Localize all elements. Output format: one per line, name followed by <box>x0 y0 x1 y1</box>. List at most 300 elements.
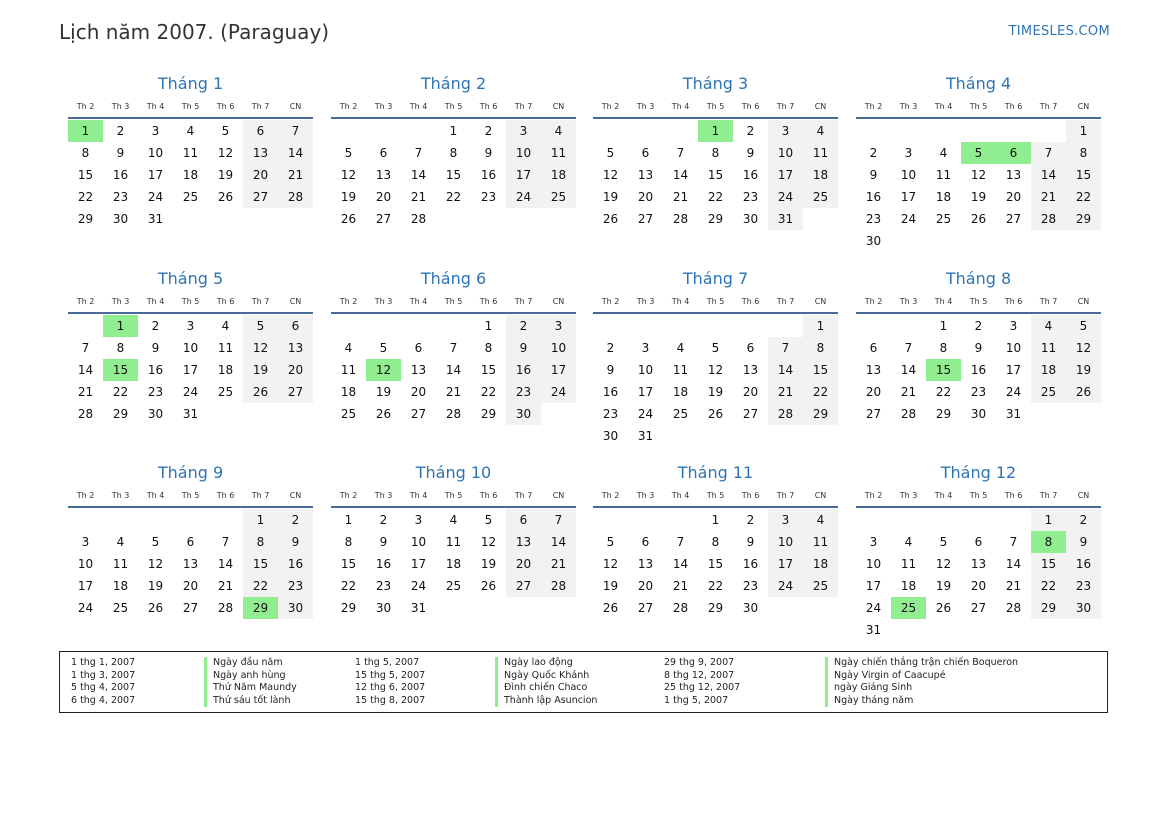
day-cell[interactable]: 24 <box>147 190 164 204</box>
day-cell[interactable]: 19 <box>340 190 357 204</box>
day-cell[interactable]: 8 <box>116 341 125 355</box>
day-cell[interactable]: 22 <box>803 381 838 403</box>
day-cell[interactable]: 4 <box>1031 315 1066 337</box>
day-cell[interactable]: 25 <box>112 601 129 615</box>
day-cell[interactable]: 12 <box>602 557 619 571</box>
day-cell[interactable]: 30 <box>147 407 164 421</box>
day-cell[interactable]: 20 <box>506 553 541 575</box>
day-cell[interactable]: 16 <box>1066 553 1101 575</box>
day-cell[interactable]: 17 <box>77 579 94 593</box>
day-cell[interactable]: 1 <box>1031 509 1066 531</box>
day-cell[interactable]: 27 <box>375 212 392 226</box>
day-cell[interactable]: 10 <box>865 557 882 571</box>
day-cell[interactable]: 19 <box>707 385 724 399</box>
day-cell[interactable]: 23 <box>375 579 392 593</box>
day-cell[interactable]: 9 <box>379 535 388 549</box>
day-cell[interactable]: 24 <box>768 186 803 208</box>
day-cell[interactable]: 16 <box>112 168 129 182</box>
day-cell[interactable]: 13 <box>375 168 392 182</box>
day-cell[interactable]: 4 <box>116 535 125 549</box>
day-cell[interactable]: 15 <box>1066 164 1101 186</box>
day-cell[interactable]: 4 <box>449 513 458 527</box>
day-cell[interactable]: 8 <box>449 146 458 160</box>
day-cell[interactable]: 19 <box>243 359 278 381</box>
day-cell[interactable]: 10 <box>768 142 803 164</box>
day-cell[interactable]: 18 <box>672 385 689 399</box>
day-cell[interactable]: 18 <box>803 164 838 186</box>
day-cell[interactable]: 23 <box>480 190 497 204</box>
day-cell[interactable]: 29 <box>1066 208 1101 230</box>
day-cell[interactable]: 15 <box>707 168 724 182</box>
day-cell[interactable]: 21 <box>672 190 689 204</box>
day-cell[interactable]: 21 <box>217 579 234 593</box>
day-cell[interactable]: 27 <box>506 575 541 597</box>
day-cell[interactable]: 27 <box>243 186 278 208</box>
day-cell[interactable]: 20 <box>182 579 199 593</box>
day-cell[interactable]: 24 <box>182 385 199 399</box>
day-cell[interactable]: 19 <box>970 190 987 204</box>
day-cell[interactable]: 19 <box>602 579 619 593</box>
day-cell[interactable]: 7 <box>1031 142 1066 164</box>
day-cell[interactable]: 22 <box>1066 186 1101 208</box>
day-cell[interactable]: 7 <box>676 535 685 549</box>
day-cell[interactable]: 24 <box>506 186 541 208</box>
day-cell[interactable]: 18 <box>900 579 917 593</box>
day-cell[interactable]: 12 <box>1066 337 1101 359</box>
day-cell[interactable]: 26 <box>340 212 357 226</box>
day-cell[interactable]: 13 <box>1005 168 1022 182</box>
day-cell[interactable]: 30 <box>278 597 313 619</box>
day-cell[interactable]: 18 <box>182 168 199 182</box>
day-cell[interactable]: 20 <box>243 164 278 186</box>
day-cell[interactable]: 2 <box>869 146 878 160</box>
day-cell[interactable]: 24 <box>865 601 882 615</box>
day-cell[interactable]: 16 <box>865 190 882 204</box>
day-cell[interactable]: 29 <box>935 407 952 421</box>
day-cell[interactable]: 15 <box>340 557 357 571</box>
day-cell[interactable]: 2 <box>974 319 983 333</box>
day-cell[interactable]: 7 <box>414 146 423 160</box>
day-cell[interactable]: 1 <box>243 509 278 531</box>
day-cell[interactable]: 31 <box>1005 407 1022 421</box>
day-cell[interactable]: 19 <box>147 579 164 593</box>
day-cell[interactable]: 1 <box>449 124 458 138</box>
day-cell[interactable]: 13 <box>278 337 313 359</box>
day-cell[interactable]: 23 <box>742 190 759 204</box>
day-cell[interactable]: 2 <box>506 315 541 337</box>
site-link[interactable]: TIMESLES.COM <box>1008 24 1110 39</box>
day-cell[interactable]: 17 <box>506 164 541 186</box>
day-cell[interactable]: 18 <box>445 557 462 571</box>
day-cell[interactable]: 5 <box>606 535 615 549</box>
day-cell[interactable]: 1 <box>1066 120 1101 142</box>
day-cell[interactable]: 1 <box>803 315 838 337</box>
day-cell[interactable]: 4 <box>904 535 913 549</box>
day-cell[interactable]: 17 <box>1005 363 1022 377</box>
day-cell[interactable]: 27 <box>865 407 882 421</box>
day-cell[interactable]: 3 <box>1009 319 1018 333</box>
day-cell[interactable]: 22 <box>1031 575 1066 597</box>
day-cell[interactable]: 25 <box>672 407 689 421</box>
day-cell[interactable]: 9 <box>974 341 983 355</box>
day-cell[interactable]: 15 <box>707 557 724 571</box>
day-cell[interactable]: 30 <box>742 212 759 226</box>
day-cell[interactable]: 2 <box>116 124 125 138</box>
day-cell[interactable]: 20 <box>1005 190 1022 204</box>
day-cell[interactable]: 18 <box>1031 359 1066 381</box>
day-cell[interactable]: 30 <box>375 601 392 615</box>
day-cell[interactable]: 28 <box>410 212 427 226</box>
day-cell[interactable]: 23 <box>602 407 619 421</box>
day-cell[interactable]: 6 <box>186 535 195 549</box>
day-cell[interactable]: 21 <box>900 385 917 399</box>
day-cell[interactable]: 5 <box>711 341 720 355</box>
day-cell[interactable]: 15 <box>77 168 94 182</box>
day-cell[interactable]: 7 <box>768 337 803 359</box>
day-cell[interactable]: 14 <box>900 363 917 377</box>
day-cell[interactable]: 6 <box>974 535 983 549</box>
day-cell[interactable]: 3 <box>869 535 878 549</box>
day-cell[interactable]: 9 <box>484 146 493 160</box>
day-cell[interactable]: 3 <box>904 146 913 160</box>
day-cell[interactable]: 2 <box>379 513 388 527</box>
day-cell[interactable]: 25 <box>1031 381 1066 403</box>
day-cell[interactable]: 2 <box>484 124 493 138</box>
day-cell[interactable]: 25 <box>891 597 926 619</box>
day-cell[interactable]: 24 <box>768 575 803 597</box>
day-cell[interactable]: 11 <box>445 535 462 549</box>
day-cell[interactable]: 5 <box>379 341 388 355</box>
day-cell[interactable]: 16 <box>742 557 759 571</box>
day-cell[interactable]: 1 <box>711 513 720 527</box>
day-cell[interactable]: 20 <box>742 385 759 399</box>
day-cell[interactable]: 18 <box>340 385 357 399</box>
day-cell[interactable]: 31 <box>637 429 654 443</box>
day-cell[interactable]: 7 <box>81 341 90 355</box>
day-cell[interactable]: 10 <box>410 535 427 549</box>
day-cell[interactable]: 2 <box>606 341 615 355</box>
day-cell[interactable]: 21 <box>410 190 427 204</box>
day-cell[interactable]: 23 <box>147 385 164 399</box>
day-cell[interactable]: 29 <box>803 403 838 425</box>
day-cell[interactable]: 6 <box>869 341 878 355</box>
day-cell[interactable]: 28 <box>445 407 462 421</box>
day-cell[interactable]: 12 <box>935 557 952 571</box>
day-cell[interactable]: 31 <box>768 208 803 230</box>
day-cell[interactable]: 19 <box>602 190 619 204</box>
day-cell[interactable]: 8 <box>484 341 493 355</box>
day-cell[interactable]: 16 <box>480 168 497 182</box>
day-cell[interactable]: 8 <box>939 341 948 355</box>
day-cell[interactable]: 14 <box>672 168 689 182</box>
day-cell[interactable]: 16 <box>278 553 313 575</box>
day-cell[interactable]: 3 <box>641 341 650 355</box>
day-cell[interactable]: 1 <box>344 513 353 527</box>
day-cell[interactable]: 6 <box>996 142 1031 164</box>
day-cell[interactable]: 14 <box>768 359 803 381</box>
day-cell[interactable]: 16 <box>375 557 392 571</box>
day-cell[interactable]: 26 <box>602 601 619 615</box>
day-cell[interactable]: 2 <box>746 124 755 138</box>
day-cell[interactable]: 9 <box>116 146 125 160</box>
day-cell[interactable]: 26 <box>1066 381 1101 403</box>
day-cell[interactable]: 27 <box>410 407 427 421</box>
day-cell[interactable]: 21 <box>77 385 94 399</box>
day-cell[interactable]: 10 <box>637 363 654 377</box>
day-cell[interactable]: 7 <box>1009 535 1018 549</box>
day-cell[interactable]: 1 <box>68 120 103 142</box>
day-cell[interactable]: 30 <box>742 601 759 615</box>
day-cell[interactable]: 25 <box>182 190 199 204</box>
day-cell[interactable]: 20 <box>637 579 654 593</box>
day-cell[interactable]: 26 <box>970 212 987 226</box>
day-cell[interactable]: 19 <box>1066 359 1101 381</box>
day-cell[interactable]: 4 <box>939 146 948 160</box>
day-cell[interactable]: 5 <box>484 513 493 527</box>
day-cell[interactable]: 25 <box>445 579 462 593</box>
day-cell[interactable]: 27 <box>1005 212 1022 226</box>
day-cell[interactable]: 24 <box>637 407 654 421</box>
day-cell[interactable]: 1 <box>698 120 733 142</box>
day-cell[interactable]: 11 <box>340 363 357 377</box>
day-cell[interactable]: 21 <box>1031 186 1066 208</box>
day-cell[interactable]: 24 <box>1005 385 1022 399</box>
day-cell[interactable]: 22 <box>112 385 129 399</box>
day-cell[interactable]: 20 <box>970 579 987 593</box>
day-cell[interactable]: 3 <box>506 120 541 142</box>
day-cell[interactable]: 1 <box>939 319 948 333</box>
day-cell[interactable]: 14 <box>77 363 94 377</box>
day-cell[interactable]: 9 <box>1066 531 1101 553</box>
day-cell[interactable]: 9 <box>746 535 755 549</box>
day-cell[interactable]: 27 <box>637 601 654 615</box>
day-cell[interactable]: 28 <box>1005 601 1022 615</box>
day-cell[interactable]: 17 <box>147 168 164 182</box>
day-cell[interactable]: 19 <box>375 385 392 399</box>
day-cell[interactable]: 31 <box>182 407 199 421</box>
day-cell[interactable]: 5 <box>961 142 996 164</box>
day-cell[interactable]: 20 <box>375 190 392 204</box>
day-cell[interactable]: 15 <box>243 553 278 575</box>
day-cell[interactable]: 25 <box>541 186 576 208</box>
day-cell[interactable]: 10 <box>1005 341 1022 355</box>
day-cell[interactable]: 8 <box>711 146 720 160</box>
day-cell[interactable]: 3 <box>768 509 803 531</box>
day-cell[interactable]: 6 <box>506 509 541 531</box>
day-cell[interactable]: 25 <box>935 212 952 226</box>
day-cell[interactable]: 17 <box>637 385 654 399</box>
day-cell[interactable]: 15 <box>480 363 497 377</box>
day-cell[interactable]: 21 <box>768 381 803 403</box>
day-cell[interactable]: 15 <box>445 168 462 182</box>
day-cell[interactable]: 12 <box>970 168 987 182</box>
day-cell[interactable]: 25 <box>340 407 357 421</box>
day-cell[interactable]: 22 <box>480 385 497 399</box>
day-cell[interactable]: 19 <box>480 557 497 571</box>
day-cell[interactable]: 4 <box>803 509 838 531</box>
day-cell[interactable]: 26 <box>147 601 164 615</box>
day-cell[interactable]: 7 <box>904 341 913 355</box>
day-cell[interactable]: 29 <box>707 601 724 615</box>
day-cell[interactable]: 21 <box>541 553 576 575</box>
day-cell[interactable]: 20 <box>410 385 427 399</box>
day-cell[interactable]: 9 <box>606 363 615 377</box>
day-cell[interactable]: 8 <box>711 535 720 549</box>
day-cell[interactable]: 20 <box>278 359 313 381</box>
day-cell[interactable]: 17 <box>410 557 427 571</box>
day-cell[interactable]: 24 <box>77 601 94 615</box>
day-cell[interactable]: 11 <box>217 341 234 355</box>
day-cell[interactable]: 27 <box>278 381 313 403</box>
day-cell[interactable]: 18 <box>935 190 952 204</box>
day-cell[interactable]: 6 <box>379 146 388 160</box>
day-cell[interactable]: 14 <box>672 557 689 571</box>
day-cell[interactable]: 20 <box>637 190 654 204</box>
day-cell[interactable]: 24 <box>541 381 576 403</box>
day-cell[interactable]: 8 <box>344 535 353 549</box>
day-cell[interactable]: 13 <box>637 557 654 571</box>
day-cell[interactable]: 22 <box>707 579 724 593</box>
day-cell[interactable]: 23 <box>112 190 129 204</box>
day-cell[interactable]: 9 <box>869 168 878 182</box>
day-cell[interactable]: 17 <box>768 553 803 575</box>
day-cell[interactable]: 3 <box>186 319 195 333</box>
day-cell[interactable]: 1 <box>484 319 493 333</box>
day-cell[interactable]: 29 <box>243 597 278 619</box>
day-cell[interactable]: 15 <box>803 359 838 381</box>
day-cell[interactable]: 25 <box>217 385 234 399</box>
day-cell[interactable]: 10 <box>541 337 576 359</box>
day-cell[interactable]: 14 <box>445 363 462 377</box>
day-cell[interactable]: 21 <box>672 579 689 593</box>
day-cell[interactable]: 7 <box>449 341 458 355</box>
day-cell[interactable]: 19 <box>217 168 234 182</box>
day-cell[interactable]: 6 <box>641 535 650 549</box>
day-cell[interactable]: 3 <box>414 513 423 527</box>
day-cell[interactable]: 26 <box>707 407 724 421</box>
day-cell[interactable]: 5 <box>151 535 160 549</box>
day-cell[interactable]: 28 <box>278 186 313 208</box>
day-cell[interactable]: 17 <box>865 579 882 593</box>
day-cell[interactable]: 4 <box>221 319 230 333</box>
day-cell[interactable]: 5 <box>221 124 230 138</box>
day-cell[interactable]: 16 <box>147 363 164 377</box>
day-cell[interactable]: 5 <box>606 146 615 160</box>
day-cell[interactable]: 8 <box>1031 531 1066 553</box>
day-cell[interactable]: 8 <box>81 146 90 160</box>
day-cell[interactable]: 4 <box>344 341 353 355</box>
day-cell[interactable]: 10 <box>768 531 803 553</box>
day-cell[interactable]: 4 <box>541 120 576 142</box>
day-cell[interactable]: 6 <box>746 341 755 355</box>
day-cell[interactable]: 25 <box>803 186 838 208</box>
day-cell[interactable]: 29 <box>480 407 497 421</box>
day-cell[interactable]: 3 <box>151 124 160 138</box>
day-cell[interactable]: 31 <box>410 601 427 615</box>
day-cell[interactable]: 5 <box>344 146 353 160</box>
day-cell[interactable]: 22 <box>243 575 278 597</box>
day-cell[interactable]: 14 <box>278 142 313 164</box>
day-cell[interactable]: 13 <box>506 531 541 553</box>
day-cell[interactable]: 9 <box>746 146 755 160</box>
day-cell[interactable]: 23 <box>278 575 313 597</box>
day-cell[interactable]: 11 <box>1031 337 1066 359</box>
day-cell[interactable]: 18 <box>803 553 838 575</box>
day-cell[interactable]: 6 <box>641 146 650 160</box>
day-cell[interactable]: 12 <box>340 168 357 182</box>
day-cell[interactable]: 2 <box>278 509 313 531</box>
day-cell[interactable]: 13 <box>970 557 987 571</box>
day-cell[interactable]: 28 <box>77 407 94 421</box>
day-cell[interactable]: 10 <box>182 341 199 355</box>
day-cell[interactable]: 19 <box>935 579 952 593</box>
day-cell[interactable]: 28 <box>1031 208 1066 230</box>
day-cell[interactable]: 20 <box>865 385 882 399</box>
day-cell[interactable]: 17 <box>541 359 576 381</box>
day-cell[interactable]: 10 <box>506 142 541 164</box>
day-cell[interactable]: 12 <box>480 535 497 549</box>
day-cell[interactable]: 28 <box>541 575 576 597</box>
day-cell[interactable]: 29 <box>340 601 357 615</box>
day-cell[interactable]: 13 <box>742 363 759 377</box>
day-cell[interactable]: 26 <box>480 579 497 593</box>
day-cell[interactable]: 21 <box>278 164 313 186</box>
day-cell[interactable]: 26 <box>602 212 619 226</box>
day-cell[interactable]: 16 <box>602 385 619 399</box>
day-cell[interactable]: 6 <box>243 120 278 142</box>
day-cell[interactable]: 27 <box>742 407 759 421</box>
day-cell[interactable]: 2 <box>746 513 755 527</box>
day-cell[interactable]: 7 <box>541 509 576 531</box>
day-cell[interactable]: 26 <box>375 407 392 421</box>
day-cell[interactable]: 15 <box>1031 553 1066 575</box>
day-cell[interactable]: 6 <box>278 315 313 337</box>
day-cell[interactable]: 21 <box>1005 579 1022 593</box>
day-cell[interactable]: 7 <box>676 146 685 160</box>
day-cell[interactable]: 13 <box>410 363 427 377</box>
day-cell[interactable]: 26 <box>217 190 234 204</box>
day-cell[interactable]: 11 <box>182 146 199 160</box>
day-cell[interactable]: 11 <box>541 142 576 164</box>
day-cell[interactable]: 8 <box>803 337 838 359</box>
day-cell[interactable]: 4 <box>676 341 685 355</box>
day-cell[interactable]: 27 <box>970 601 987 615</box>
day-cell[interactable]: 10 <box>900 168 917 182</box>
day-cell[interactable]: 14 <box>1005 557 1022 571</box>
day-cell[interactable]: 28 <box>217 601 234 615</box>
day-cell[interactable]: 11 <box>935 168 952 182</box>
day-cell[interactable]: 30 <box>970 407 987 421</box>
day-cell[interactable]: 15 <box>926 359 961 381</box>
day-cell[interactable]: 22 <box>935 385 952 399</box>
day-cell[interactable]: 17 <box>900 190 917 204</box>
day-cell[interactable]: 8 <box>243 531 278 553</box>
day-cell[interactable]: 29 <box>1031 597 1066 619</box>
day-cell[interactable]: 13 <box>637 168 654 182</box>
day-cell[interactable]: 6 <box>414 341 423 355</box>
day-cell[interactable]: 9 <box>278 531 313 553</box>
day-cell[interactable]: 16 <box>970 363 987 377</box>
day-cell[interactable]: 3 <box>768 120 803 142</box>
day-cell[interactable]: 16 <box>742 168 759 182</box>
day-cell[interactable]: 2 <box>1066 509 1101 531</box>
day-cell[interactable]: 29 <box>707 212 724 226</box>
day-cell[interactable]: 14 <box>217 557 234 571</box>
day-cell[interactable]: 17 <box>182 363 199 377</box>
day-cell[interactable]: 18 <box>541 164 576 186</box>
day-cell[interactable]: 1 <box>103 315 138 337</box>
day-cell[interactable]: 14 <box>541 531 576 553</box>
